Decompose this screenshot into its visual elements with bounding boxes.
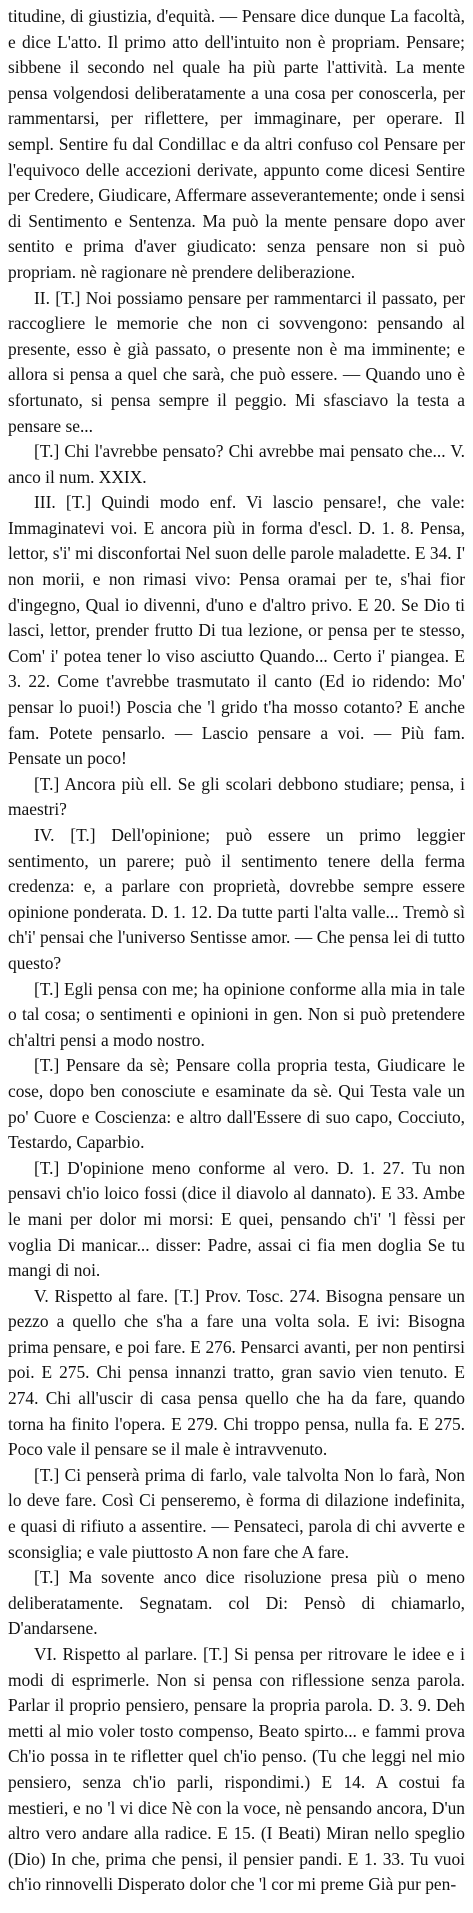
paragraph-section-iv-note-1: [T.] Egli pensa con me; ha opinione conforme alla mia in tale o tal cosa; o sentimenti e opinioni in gen. Non si può pretendere ch'altri pensi a modo nostro. — [8, 978, 465, 1050]
paragraph-continuation: titudine, di giustizia, d'equità. — Pensare dice dunque La facoltà, e dice L'atto. Il primo atto dell'intuito non è propriam. Pensare; sibbene il secondo nel quale ha più parte l'attività. La mente pensa volgendosi deliberatamente a una cosa per conoscerla, per rammentarsi, per riflettere, per immaginare, per operare. Il sempl. Sentire fu dal Condillac e da altri confuso col Pensare per l'equivoco delle accezioni derivate, appunto come dicesi Sentire per Credere, Giudicare, Affermare asseverantemente; onde i sensi di Sentimento e Sentenza. Ma può la mente pensare dopo aver sentito e prima d'aver giudicato: senza pensare non si può propriam. nè ragionare nè prendere deliberazione. — [8, 6, 465, 282]
paragraph-section-vi: VI. Rispetto al parlare. [T.] Si pensa per ritrovare le idee e i modi di esprimerle. Non si pensa con riflessione senza parola. Parlar il proprio pensiero, pensare la propria parola. D. 3. 9. Deh metti al mio voler tosto compenso, Beato spirto... e fammi prova Ch'io possa in te rifletter quel ch'io penso. (Tu che leggi nel mio pensiero, senza ch'io parli, rispondimi.) E 14. A costui fa mestieri, e no 'l vi dice Nè con la voce, nè pensando ancora, D'un altro vero andare alla radice. E 15. (I Beati) Miran nello speglio (Dio) In che, prima che pensi, il pensier pandi. E 1. 33. Tu vuoi ch'io rinnovelli Disperato dolor che 'l cor mi preme Già pur pen- — [8, 1644, 465, 1895]
paragraph-section-v: V. Rispetto al fare. [T.] Prov. Tosc. 274. Bisogna pensare un pezzo a quello che s'ha a fare una volta sola. E ivi: Bisogna prima pensare, e poi fare. E 276. Pensarci avanti, per non pentirsi poi. E 275. Chi pensa innanzi tratto, gran savio vien tenuto. E 274. Chi all'uscir di casa pensa quello che ha da fare, quando torna ha finito l'opera. E 279. Chi troppo pensa, nulla fa. E 275. Poco vale il pensare se il male è intravvenuto. — [8, 1285, 465, 1460]
paragraph-section-v-note-2: [T.] Ma sovente anco dice risoluzione presa più o meno deliberatamente. Segnatam. col Di: Pensò di chiamarlo, D'andarsene. — [8, 1567, 465, 1639]
paragraph-section-iv-note-2: [T.] Pensare da sè; Pensare colla propria testa, Giudicare le cose, dopo ben conosciute e esaminate da sè. Qui Testa vale un po' Cuore e Coscienza: e altro dall'Essere di suo capo, Cocciuto, Testardo, Caparbio. — [8, 1055, 465, 1153]
paragraph-section-iii: III. [T.] Quindi modo enf. Vi lascio pensare!, che vale: Immaginatevi voi. E ancora più in forma d'escl. D. 1. 8. Pensa, lettor, s'i' mi disconfortai Nel suon delle parole maladette. E 34. I' non morii, e non rimasi vivo: Pensa oramai per te, s'hai fior d'ingegno, Qual io divenni, d'uno e d'altro privo. E 20. Se Dio ti lasci, lettor, prender frutto Di tua lezione, or pensa per te stesso, Com' i' potea tener lo viso asciutto Quando... Certo i' piangea. E 3. 22. Come t'avrebbe trasmutato il canto (Ed io ridendo: Mo' pensar lo puoi!) Poscia che 'l grido t'ha mosso cotanto? E anche fam. Potete pensarlo. — Lascio pensare a voi. — Più fam. Pensate un poco! — [8, 492, 465, 769]
paragraph-section-ii-note: [T.] Chi l'avrebbe pensato? Chi avrebbe mai pensato che... V. anco il num. XXIX. — [8, 441, 465, 487]
paragraph-section-ii: II. [T.] Noi possiamo pensare per rammentarci il passato, per raccogliere le memorie che non ci sovvengono: pensando al presente, esso è già passato, o presente non è ma imminente; e allora si pensa a quel che sarà, che può essere. — Quando uno è sfortunato, si pensa sempre il peggio. Mi sfasciavo la testa a pensare se... — [8, 287, 465, 436]
paragraph-section-iv: IV. [T.] Dell'opinione; può essere un primo leggier sentimento, un parere; può il sentimento tenere della ferma credenza: e, a parlare con proprietà, dovrebbe sempre essere opinione ponderata. D. 1. 12. Da tutte parti l'alta valle... Tremò sì ch'i' pensai che l'universo Sentisse amor. — Che pensa lei di tutto questo? — [8, 825, 465, 973]
paragraph-section-iv-note-3: [T.] D'opinione meno conforme al vero. D. 1. 27. Tu non pensavi ch'io loico fossi (dice il diavolo al dannato). E 33. Ambe le mani per dolor mi morsi: E quei, pensando ch'i' 'l fèssi per voglia Di manicar... disser: Padre, assai ci fia men doglia Se tu mangi di noi. — [8, 1157, 465, 1281]
paragraph-section-v-note-1: [T.] Ci penserà prima di farlo, vale talvolta Non lo farà, Non lo deve fare. Così Ci penseremo, è forma di dilazione indefinita, e quasi di rifiuto a assentire. — Pensateci, parola di chi avverte e sconsiglia; e vale piuttosto A non fare che A fare. — [8, 1464, 465, 1562]
paragraph-section-iii-note: [T.] Ancora più ell. Se gli scolari debbono studiare; pensa, i maestri? — [8, 773, 465, 820]
